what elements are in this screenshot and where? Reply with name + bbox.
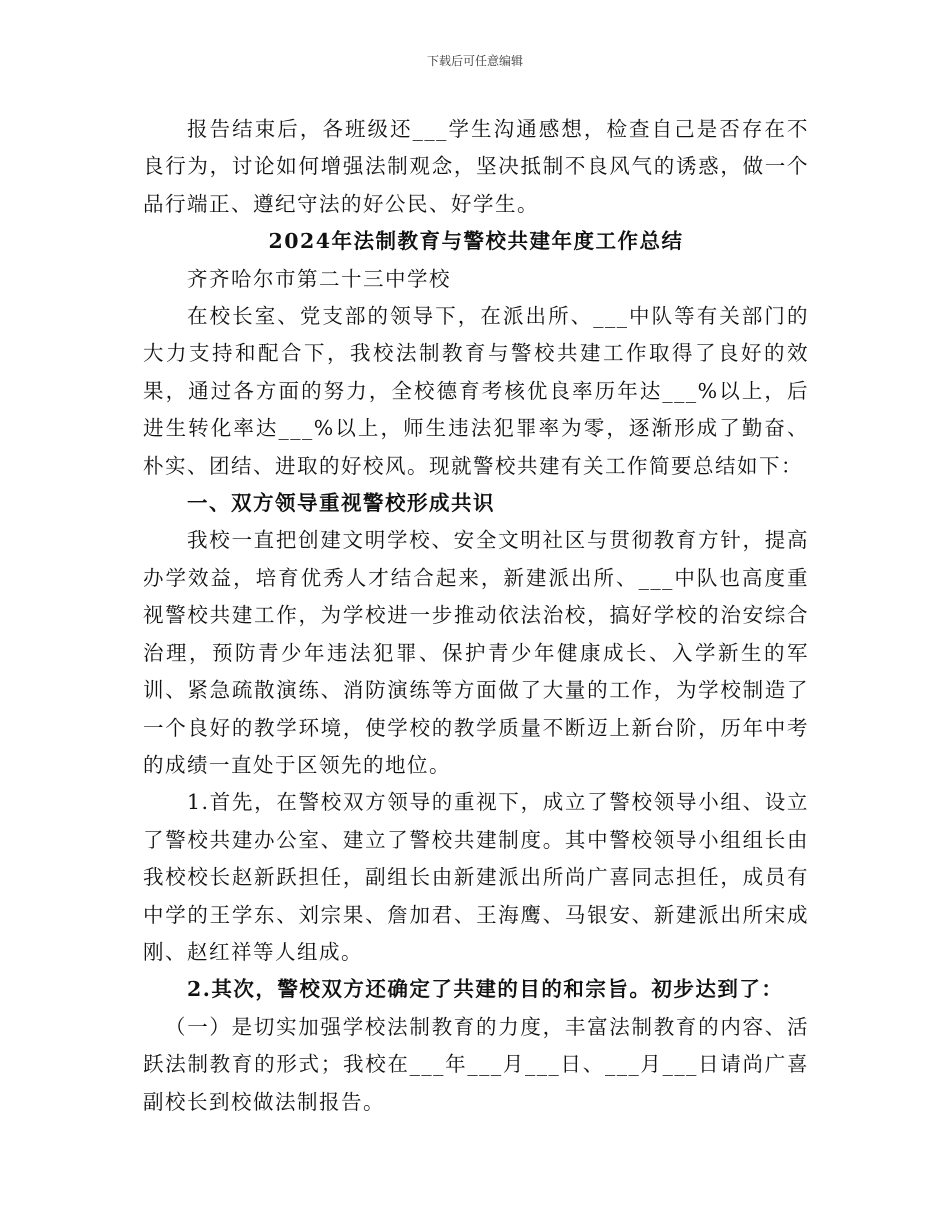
section-heading-2: 2.其次，警校双方还确定了共建的目的和宗旨。初步达到了： (187, 977, 784, 1002)
paragraph-report-followup: 报告结束后，各班级还___学生沟通感想，检查自己是否存在不良行为，讨论如何增强法制观念，坚决抵制不良风气的诱惑，做一个品行端正、遵纪守法的好公民、好学生。 (143, 117, 809, 216)
paragraph-section-1: 我校一直把创建文明学校、安全文明社区与贯彻教育方针，提高办学效益，培育优秀人才结合起来，新建派出所、___中队也高度重视警校共建工作，为学校进一步推动依法治校，搞好学校的治安综合治理，预防青少年违法犯罪、保护青少年健康成长、入学新生的军训、紧急疏散演练、消防演练等方面做了大量的工作，为学校制造了一个良好的教学环境，使学校的教学质量不断迈上新台阶，历年中考的成绩一直处于区领先的地位。 (143, 528, 809, 777)
paragraph-intro: 在校长室、党支部的领导下，在派出所、___中队等有关部门的大力支持和配合下，我校法制教育与警校共建工作取得了良好的效果，通过各方面的努力，全校德育考核优良率历年达___%以上，后进生转化率达___%以上，师生违法犯罪率为零，逐渐形成了勤奋、朴实、团结、进取的好校风。现就警校共建有关工作简要总结如下： (143, 304, 809, 478)
document-title: 2024年法制教育与警校共建年度工作总结 (268, 229, 684, 254)
paragraph-point-2-1: （一）是切实加强学校法制教育的力度，丰富法制教育的内容、活跃法制教育的形式；我校在___年___月___日、___月___日请尚广喜副校长到校做法制报告。 (143, 1014, 809, 1114)
paragraph-point-1: 1.首先，在警校双方领导的重视下，成立了警校领导小组、设立了警校共建办公室、建立了警校共建制度。其中警校领导小组组长由我校校长赵新跃担任，副组长由新建派出所尚广喜同志担任，成员有中学的王学东、刘宗果、詹加君、王海鹰、马银安、新建派出所宋成刚、赵红祥等人组成。 (143, 790, 809, 964)
page-header-note: 下载后可任意编辑 (426, 54, 523, 68)
document-body (143, 111, 809, 1121)
section-heading-1: 一、双方领导重视警校形成共识 (187, 491, 495, 516)
school-name: 齐齐哈尔市第二十三中学校 (187, 266, 451, 291)
